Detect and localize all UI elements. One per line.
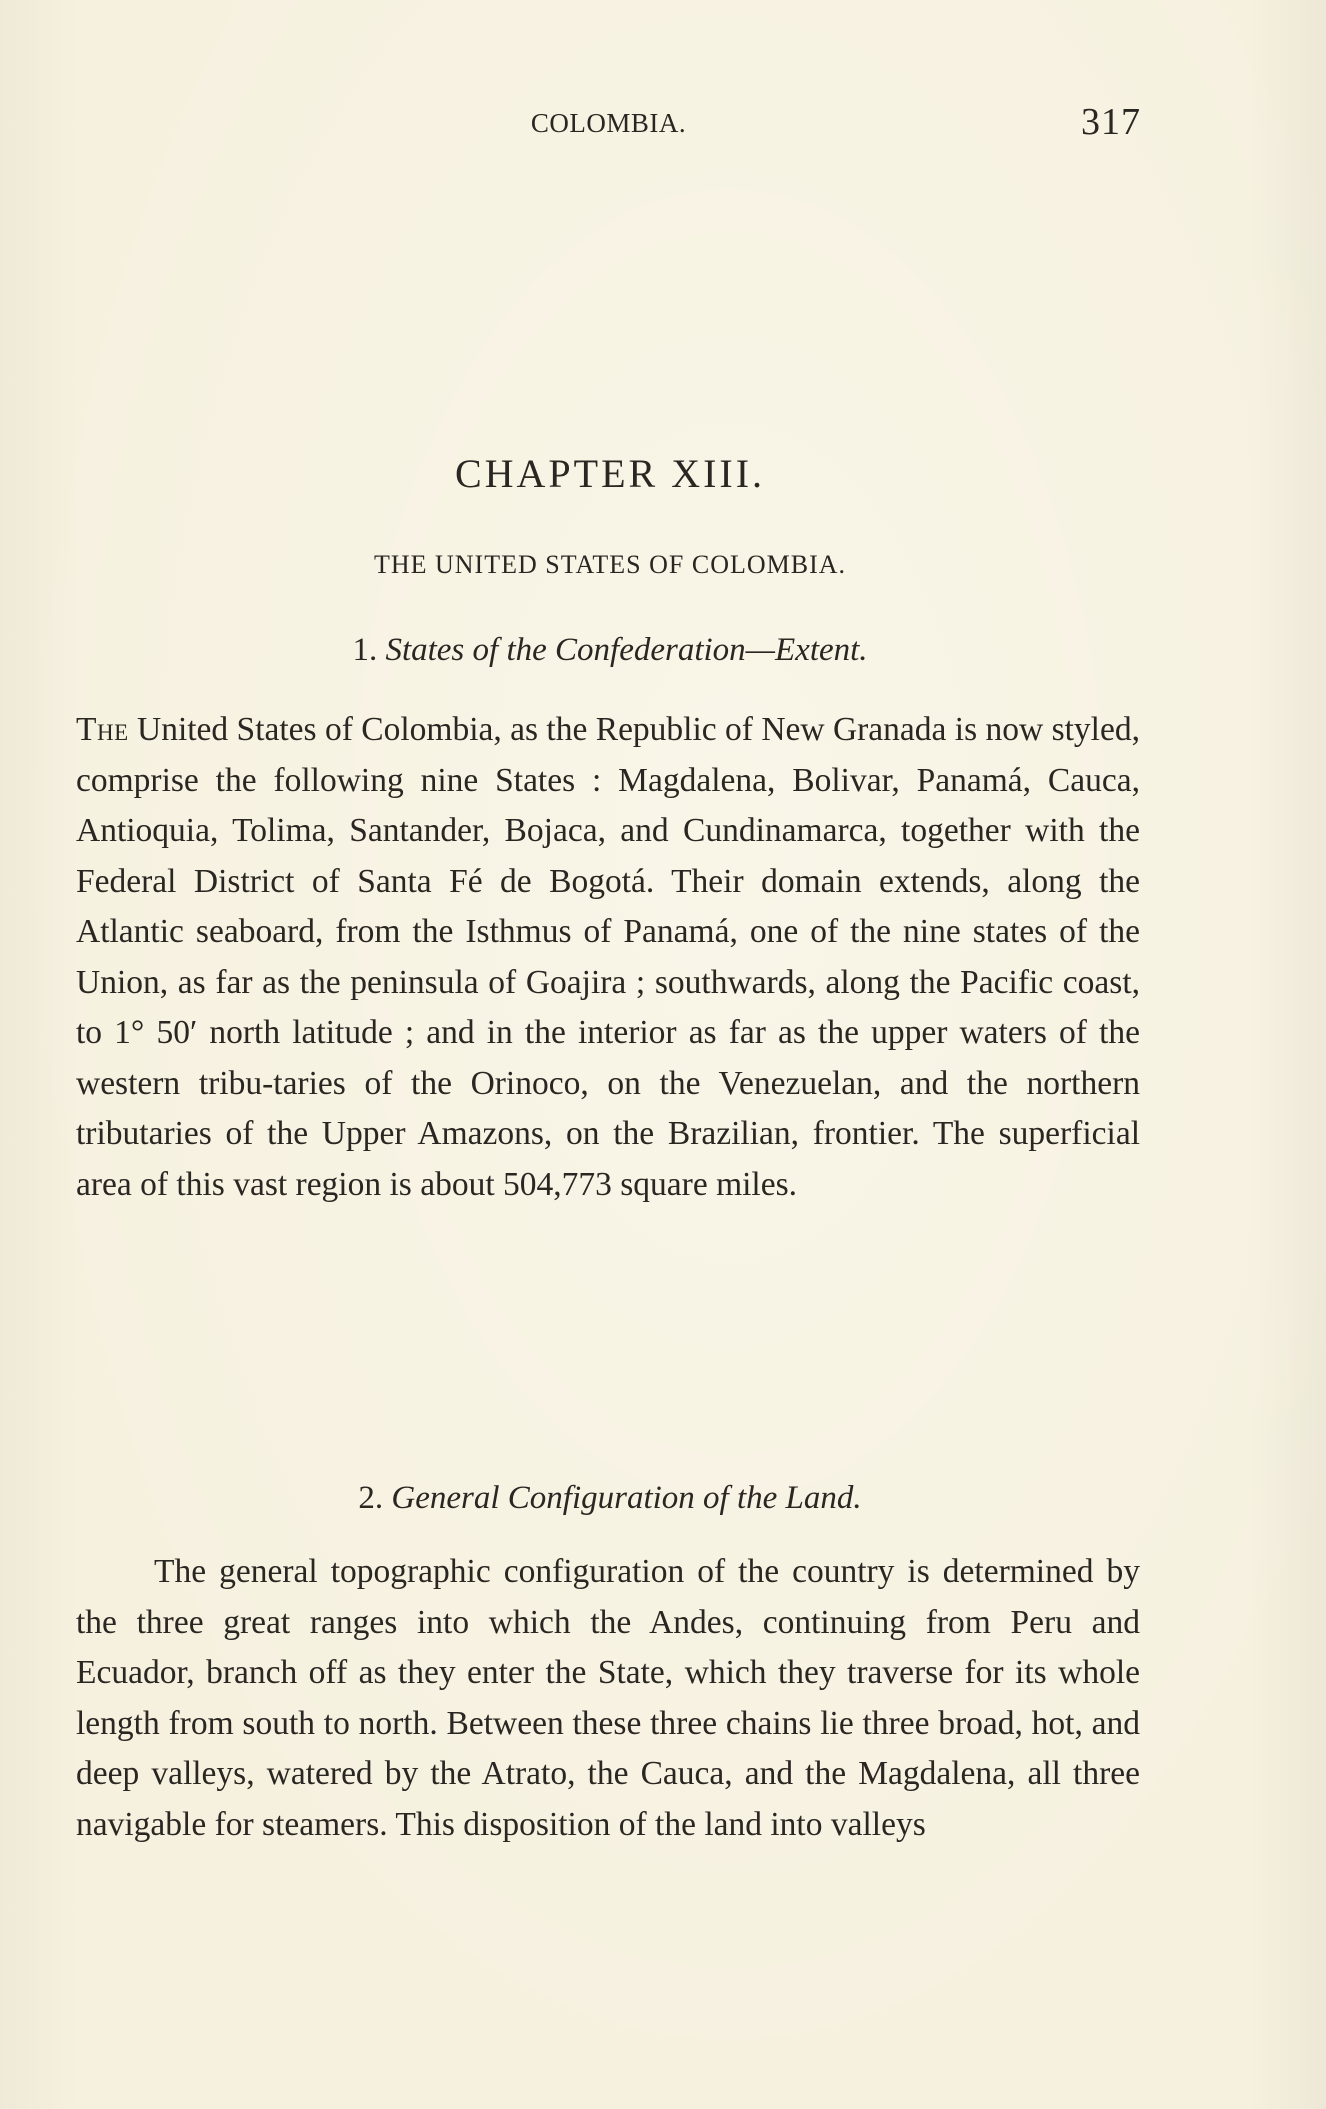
paragraph-text: The general topographic configuration of the country is determined by the three great ranges into which the Andes, continuing from Peru and Ecuador, branch off as they enter the State, which they traverse for its whole length from south to north. Between these three chains lie three broad, hot, and deep valleys, watered by the Atrato, the Cauca, and the Magdalena, all three navigable for steamers. This disposition of the land into valleys <box>76 1553 1140 1843</box>
section-title: States of the Confederation—Extent. <box>385 632 868 668</box>
section-number: 2. <box>358 1480 384 1516</box>
section-heading-2 <box>0 1480 1220 1517</box>
page-number: 317 <box>1081 101 1141 143</box>
chapter-subtitle: THE UNITED STATES OF COLOMBIA. <box>373 550 847 579</box>
running-title: COLOMBIA. <box>530 108 687 138</box>
section-title: General Configuration of the Land. <box>391 1480 862 1516</box>
running-header <box>76 100 1141 150</box>
paragraph-1 <box>76 705 1140 1210</box>
paragraph-lead-word: The <box>76 711 129 748</box>
section-number: 1. <box>352 632 378 668</box>
paragraph-2 <box>76 1547 1140 1850</box>
section-heading-1 <box>0 632 1220 669</box>
chapter-title: CHAPTER XIII. <box>454 451 766 496</box>
paragraph-text: United States of Colombia, as the Republic of New Granada is now styled, comprise the following nine States : Magdalena, Bolivar, Panamá, Cauca, Antioquia, Tolima, Santander, Bojaca, and Cundinamarca, together with the Federal District of Santa Fé de Bogotá. Their domain extends, along the Atlantic seaboard, from the Isthmus of Panamá, one of the nine states of the Union, as far as the peninsula of Goajira ; southwards, along the Pacific coast, to 1° 50′ north latitude ; and in the interior as far as the upper waters of the western tribu-taries of the Orinoco, on the Venezuelan, and the northern tributaries of the Upper Amazons, on the Brazilian, frontier. The superficial area of this vast region is about 504,773 square miles. <box>76 711 1140 1203</box>
